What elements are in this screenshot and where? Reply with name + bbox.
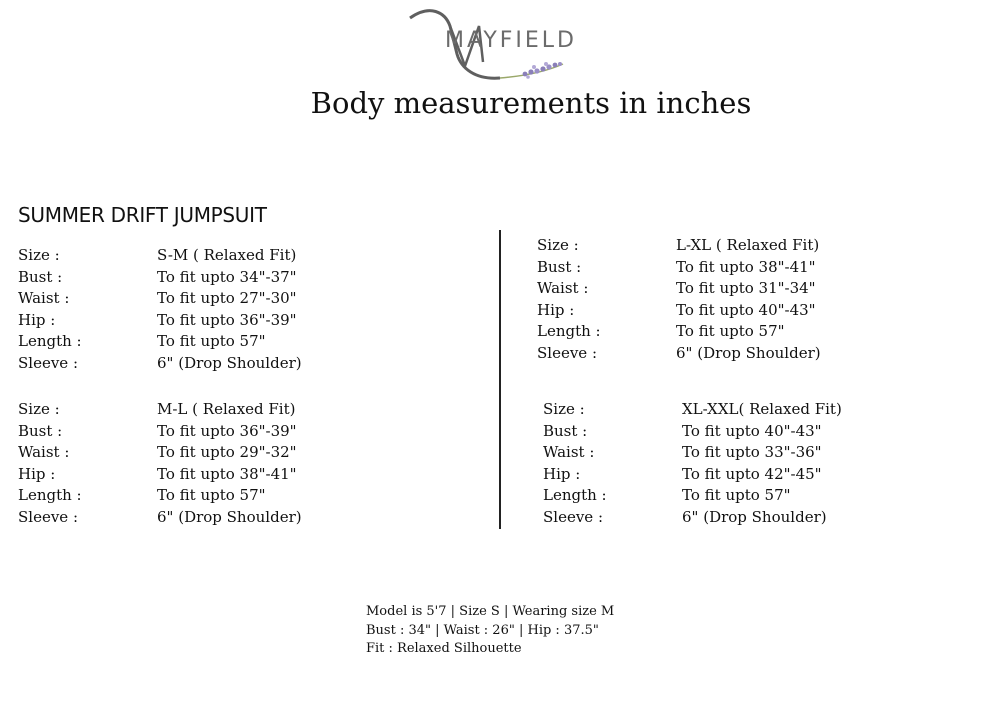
measure-value: To fit upto 34"-37" [157,267,297,286]
measure-value: 6" (Drop Shoulder) [157,507,302,526]
measure-label: Sleeve : [543,507,603,526]
measure-label: Waist : [18,443,70,462]
page-title: Body measurements in inches [310,86,752,120]
measure-value: To fit upto 57" [682,486,791,505]
measure-value: XL-XXL( Relaxed Fit) [682,400,842,418]
measure-row [18,399,302,421]
measure-label: Sleeve : [537,343,597,362]
measure-row [18,353,302,375]
measure-label: Length : [543,486,607,505]
measure-value: 6" (Drop Shoulder) [157,353,302,372]
measure-label: Sleeve : [18,507,78,526]
measure-value: To fit upto 36"-39" [157,310,297,329]
measure-value: To fit upto 38"-41" [676,257,816,276]
measure-label: Bust : [18,267,63,286]
measure-row [18,464,302,486]
measure-value: To fit upto 40"-43" [682,421,822,440]
measure-value: S-M ( Relaxed Fit) [157,246,297,264]
measure-label: Bust : [18,421,63,440]
measure-value: To fit upto 42"-45" [682,464,822,483]
measure-label: Waist : [543,443,595,462]
measure-row [18,267,302,289]
measure-value: To fit upto 31"-34" [676,279,816,298]
measure-row [18,442,302,464]
measure-label: Sleeve : [18,353,78,372]
measure-value: To fit upto 40"-43" [676,300,816,319]
measure-label: Length : [18,486,82,505]
measure-row [543,507,842,529]
measure-row [543,399,842,421]
measure-value: To fit upto 29"-32" [157,443,297,462]
measure-row [18,331,302,353]
brand-name: MAYFIELD [445,28,578,53]
measure-label: Bust : [543,421,588,440]
measure-label: Waist : [18,289,70,308]
measure-row [18,507,302,529]
measure-row [537,278,821,300]
measure-label: Length : [537,322,601,341]
measure-label: Size : [537,236,579,254]
measure-value: To fit upto 57" [157,332,266,351]
measure-row [543,485,842,507]
measure-value: To fit upto 38"-41" [157,464,297,483]
measure-value: To fit upto 57" [676,322,785,341]
measure-row [543,464,842,486]
measure-label: Hip : [18,464,56,483]
measure-value: L-XL ( Relaxed Fit) [676,236,820,254]
measure-label: Size : [18,246,60,264]
measure-row [537,321,821,343]
measure-label: Length : [18,332,82,351]
measure-value: To fit upto 57" [157,486,266,505]
model-info-line: Bust : 34" | Waist : 26" | Hip : 37.5" [366,622,599,638]
measure-row [537,343,821,365]
column-divider [499,230,501,529]
measure-row [543,442,842,464]
measure-label: Waist : [537,279,589,298]
measure-value: To fit upto 33"-36" [682,443,822,462]
measure-row [537,257,821,279]
measure-row [543,421,842,443]
measure-row [18,421,302,443]
measure-value: To fit upto 27"-30" [157,289,297,308]
brand-logo [405,4,605,86]
size-block [537,235,821,365]
product-title: SUMMER DRIFT JUMPSUIT [18,203,267,227]
measure-label: Size : [543,400,585,418]
measure-row [537,235,821,257]
size-block [18,399,302,529]
measure-row [537,300,821,322]
measure-value: To fit upto 36"-39" [157,421,297,440]
measure-label: Hip : [543,464,581,483]
measure-row [18,245,302,267]
measure-label: Hip : [18,310,56,329]
size-block [18,245,302,375]
model-info [366,603,614,659]
measure-label: Bust : [537,257,582,276]
measure-label: Hip : [537,300,575,319]
measure-value: M-L ( Relaxed Fit) [157,400,296,418]
measure-row [18,485,302,507]
measure-row [18,288,302,310]
measure-row [18,310,302,332]
model-info-line: Fit : Relaxed Silhouette [366,641,522,657]
measure-value: 6" (Drop Shoulder) [682,507,827,526]
size-block [543,399,842,529]
measure-value: 6" (Drop Shoulder) [676,343,821,362]
model-info-line: Model is 5'7 | Size S | Wearing size M [366,604,615,619]
measure-label: Size : [18,400,60,418]
